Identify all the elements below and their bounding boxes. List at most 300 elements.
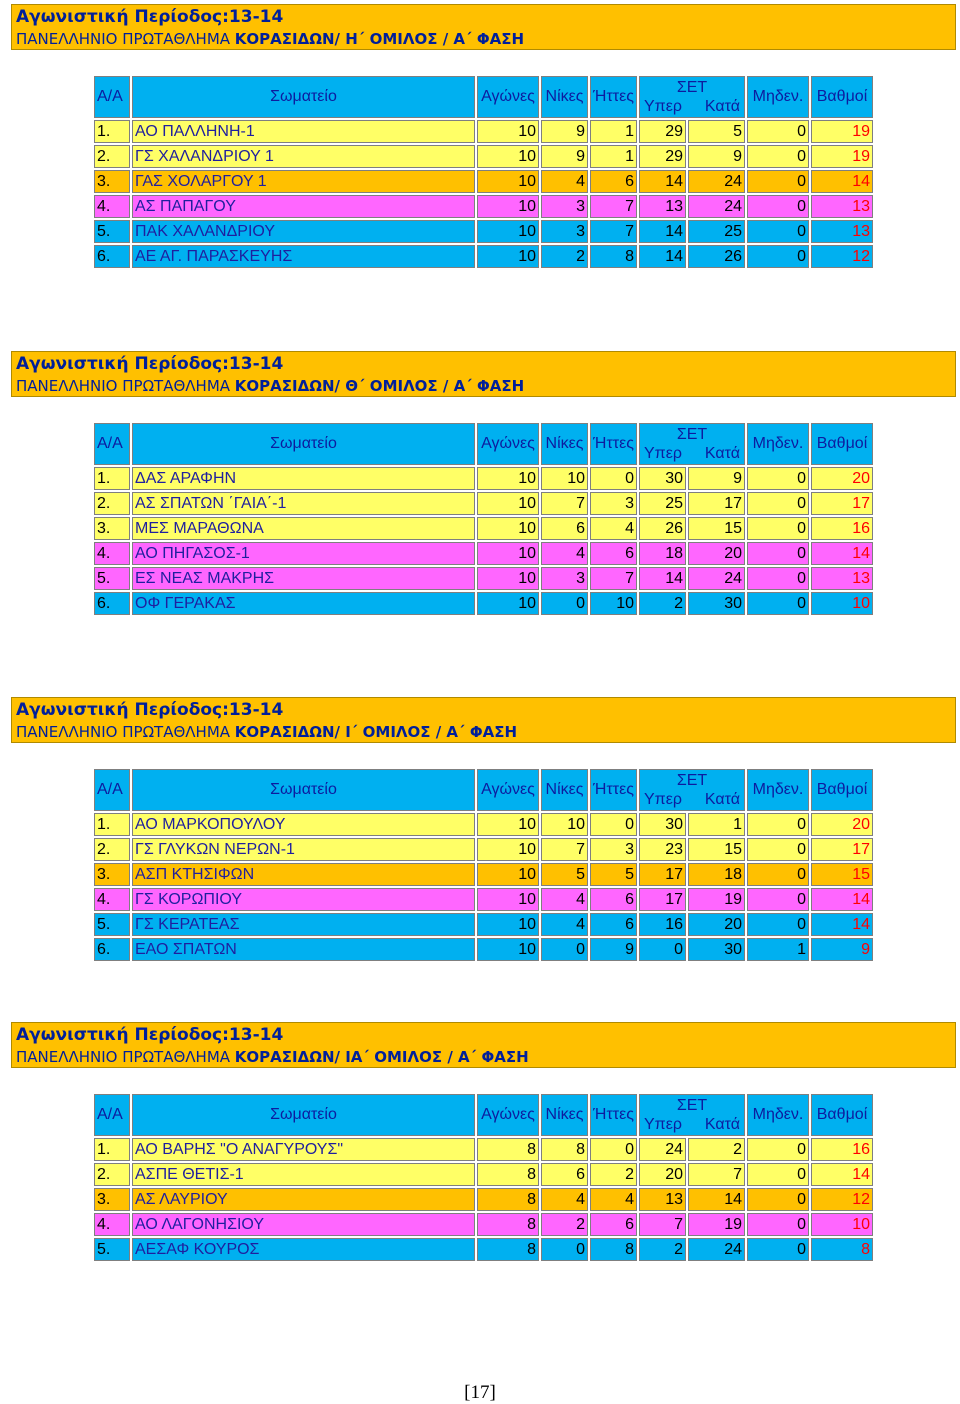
cell-pos: 3. — [94, 1188, 130, 1211]
cell-team: ΑΣ ΠΑΠΑΓΟΥ — [132, 195, 475, 218]
cell-zero: 0 — [747, 517, 809, 540]
cell-pts: 17 — [811, 838, 873, 861]
cell-played: 10 — [477, 863, 539, 886]
cell-losses: 6 — [590, 170, 637, 193]
table-header-row — [94, 76, 873, 118]
cell-sa: 17 — [688, 492, 745, 515]
cell-sf: 17 — [639, 888, 686, 911]
header-sets-for: Υπερ — [644, 1116, 682, 1133]
table-header-row — [94, 1094, 873, 1136]
cell-losses: 7 — [590, 220, 637, 243]
cell-wins: 9 — [541, 145, 588, 168]
header-sets-against: Κατά — [704, 98, 740, 115]
cell-sf: 14 — [639, 170, 686, 193]
header-sets — [639, 769, 745, 811]
cell-wins: 0 — [541, 938, 588, 961]
cell-pts: 8 — [811, 1238, 873, 1261]
cell-wins: 4 — [541, 913, 588, 936]
header-wins: Νίκες — [541, 76, 588, 118]
cell-sa: 30 — [688, 938, 745, 961]
cell-played: 10 — [477, 938, 539, 961]
cell-played: 8 — [477, 1213, 539, 1236]
cell-team: ΕΣ ΝΕΑΣ ΜΑΚΡΗΣ — [132, 567, 475, 590]
table-row — [94, 592, 873, 615]
cell-sa: 30 — [688, 592, 745, 615]
cell-pos: 5. — [94, 567, 130, 590]
table-row — [94, 1138, 873, 1161]
cell-pos: 5. — [94, 220, 130, 243]
table-row — [94, 567, 873, 590]
league-prefix: ΠΑΝΕΛΛΗΝΙΟ ΠΡΩΤΑΘΛΗΜΑ — [16, 723, 235, 741]
cell-losses: 0 — [590, 813, 637, 836]
cell-wins: 9 — [541, 120, 588, 143]
cell-played: 10 — [477, 245, 539, 268]
cell-sa: 2 — [688, 1138, 745, 1161]
cell-losses: 7 — [590, 195, 637, 218]
cell-sf: 30 — [639, 813, 686, 836]
header-losses: Ήττες — [590, 769, 637, 811]
cell-sa: 24 — [688, 567, 745, 590]
cell-played: 10 — [477, 913, 539, 936]
cell-pos: 2. — [94, 1163, 130, 1186]
cell-sa: 24 — [688, 170, 745, 193]
table-row — [94, 120, 873, 143]
cell-wins: 4 — [541, 542, 588, 565]
cell-team: ΓΣ ΓΛΥΚΩΝ ΝΕΡΩΝ-1 — [132, 838, 475, 861]
cell-zero: 0 — [747, 1213, 809, 1236]
season-title: Αγωνιστική Περίοδος:13-14 — [16, 700, 284, 720]
cell-wins: 3 — [541, 567, 588, 590]
standings-table — [92, 1092, 875, 1263]
cell-sa: 7 — [688, 1163, 745, 1186]
header-sets-against: Κατά — [704, 791, 740, 808]
cell-losses: 7 — [590, 567, 637, 590]
cell-zero: 0 — [747, 195, 809, 218]
header-sets-for: Υπερ — [644, 98, 682, 115]
cell-pos: 2. — [94, 838, 130, 861]
cell-pts: 13 — [811, 195, 873, 218]
cell-zero: 0 — [747, 220, 809, 243]
table-row — [94, 542, 873, 565]
cell-played: 10 — [477, 542, 539, 565]
cell-sf: 7 — [639, 1213, 686, 1236]
cell-wins: 4 — [541, 1188, 588, 1211]
table-row — [94, 245, 873, 268]
cell-played: 10 — [477, 120, 539, 143]
cell-sf: 13 — [639, 195, 686, 218]
cell-pts: 16 — [811, 517, 873, 540]
header-sets-label: ΣΕΤ — [676, 79, 708, 96]
header-sets-for: Υπερ — [644, 791, 682, 808]
cell-played: 10 — [477, 517, 539, 540]
header-pos: Α/Α — [94, 423, 130, 465]
header-sets-label: ΣΕΤ — [676, 426, 708, 443]
cell-team: ΑΣ ΛΑΥΡΙΟΥ — [132, 1188, 475, 1211]
cell-team: ΑΟ ΜΑΡΚΟΠΟΥΛΟΥ — [132, 813, 475, 836]
cell-sa: 15 — [688, 838, 745, 861]
cell-zero: 0 — [747, 567, 809, 590]
cell-sf: 26 — [639, 517, 686, 540]
cell-losses: 6 — [590, 888, 637, 911]
cell-wins: 6 — [541, 1163, 588, 1186]
cell-pts: 20 — [811, 813, 873, 836]
cell-zero: 0 — [747, 1163, 809, 1186]
cell-wins: 0 — [541, 1238, 588, 1261]
cell-pos: 4. — [94, 1213, 130, 1236]
cell-wins: 3 — [541, 195, 588, 218]
cell-pos: 3. — [94, 517, 130, 540]
league-prefix: ΠΑΝΕΛΛΗΝΙΟ ΠΡΩΤΑΘΛΗΜΑ — [16, 377, 235, 395]
cell-wins: 6 — [541, 517, 588, 540]
header-wins: Νίκες — [541, 769, 588, 811]
cell-pts: 13 — [811, 567, 873, 590]
cell-sf: 14 — [639, 567, 686, 590]
cell-sf: 18 — [639, 542, 686, 565]
cell-pts: 20 — [811, 467, 873, 490]
cell-zero: 0 — [747, 542, 809, 565]
cell-losses: 0 — [590, 1138, 637, 1161]
header-sets-label: ΣΕΤ — [676, 1097, 708, 1114]
header-zero: Μηδεν. — [747, 76, 809, 118]
header-losses: Ήττες — [590, 76, 637, 118]
cell-team: ΑΕΣΑΦ ΚΟΥΡΟΣ — [132, 1238, 475, 1261]
table-row — [94, 1163, 873, 1186]
cell-pos: 1. — [94, 120, 130, 143]
cell-sf: 14 — [639, 245, 686, 268]
header-pos: Α/Α — [94, 1094, 130, 1136]
cell-losses: 1 — [590, 145, 637, 168]
header-points: Βαθμοί — [811, 76, 873, 118]
cell-team: ΓΣ ΚΕΡΑΤΕΑΣ — [132, 913, 475, 936]
header-zero: Μηδεν. — [747, 1094, 809, 1136]
cell-wins: 5 — [541, 863, 588, 886]
cell-pos: 3. — [94, 170, 130, 193]
cell-pts: 9 — [811, 938, 873, 961]
header-points: Βαθμοί — [811, 423, 873, 465]
cell-wins: 10 — [541, 813, 588, 836]
group-banner — [11, 351, 956, 397]
cell-team: ΑΟ ΛΑΓΟΝΗΣΙΟΥ — [132, 1213, 475, 1236]
cell-sa: 24 — [688, 195, 745, 218]
header-played: Αγώνες — [477, 1094, 539, 1136]
cell-played: 8 — [477, 1138, 539, 1161]
cell-pos: 6. — [94, 592, 130, 615]
cell-pos: 2. — [94, 145, 130, 168]
header-wins: Νίκες — [541, 1094, 588, 1136]
cell-zero: 0 — [747, 492, 809, 515]
cell-sa: 25 — [688, 220, 745, 243]
cell-sf: 20 — [639, 1163, 686, 1186]
cell-sf: 16 — [639, 913, 686, 936]
cell-pts: 12 — [811, 245, 873, 268]
cell-wins: 8 — [541, 1138, 588, 1161]
header-points: Βαθμοί — [811, 769, 873, 811]
cell-zero: 0 — [747, 245, 809, 268]
cell-played: 10 — [477, 592, 539, 615]
header-team: Σωματείο — [132, 1094, 475, 1136]
cell-losses: 6 — [590, 542, 637, 565]
standings-table — [92, 74, 875, 270]
table-row — [94, 1188, 873, 1211]
cell-sa: 15 — [688, 517, 745, 540]
table-row — [94, 170, 873, 193]
header-sets — [639, 76, 745, 118]
league-title — [16, 377, 524, 395]
league-title — [16, 723, 517, 741]
league-title — [16, 30, 524, 48]
cell-team: ΟΦ ΓΕΡΑΚΑΣ — [132, 592, 475, 615]
table-row — [94, 517, 873, 540]
cell-pts: 10 — [811, 1213, 873, 1236]
cell-pts: 14 — [811, 1163, 873, 1186]
cell-sa: 24 — [688, 1238, 745, 1261]
cell-pos: 3. — [94, 863, 130, 886]
cell-sf: 2 — [639, 1238, 686, 1261]
cell-pts: 16 — [811, 1138, 873, 1161]
cell-team: ΑΣΠ ΚΤΗΣΙΦΩΝ — [132, 863, 475, 886]
cell-team: ΔΑΣ ΑΡΑΦΗΝ — [132, 467, 475, 490]
cell-sa: 19 — [688, 888, 745, 911]
cell-team: ΠΑΚ ΧΑΛΑΝΔΡΙΟΥ — [132, 220, 475, 243]
header-zero: Μηδεν. — [747, 423, 809, 465]
page-number: [17] — [464, 1382, 496, 1403]
league-prefix: ΠΑΝΕΛΛΗΝΙΟ ΠΡΩΤΑΘΛΗΜΑ — [16, 30, 235, 48]
group-banner — [11, 4, 956, 50]
cell-pos: 1. — [94, 1138, 130, 1161]
league-group: ΚΟΡΑΣΙΔΩΝ/ Ι΄ ΟΜΙΛΟΣ / Α΄ ΦΑΣΗ — [234, 723, 518, 741]
cell-losses: 1 — [590, 120, 637, 143]
cell-played: 10 — [477, 838, 539, 861]
cell-zero: 0 — [747, 838, 809, 861]
cell-losses: 8 — [590, 1238, 637, 1261]
cell-sf: 2 — [639, 592, 686, 615]
cell-zero: 0 — [747, 863, 809, 886]
table-row — [94, 913, 873, 936]
cell-zero: 0 — [747, 592, 809, 615]
cell-zero: 0 — [747, 1238, 809, 1261]
cell-sf: 29 — [639, 145, 686, 168]
header-losses: Ήττες — [590, 423, 637, 465]
header-sets-against: Κατά — [704, 445, 740, 462]
cell-pts: 13 — [811, 220, 873, 243]
cell-pts: 10 — [811, 592, 873, 615]
table-row — [94, 220, 873, 243]
cell-team: ΓΣ ΚΟΡΩΠΙΟΥ — [132, 888, 475, 911]
header-sets-label: ΣΕΤ — [676, 772, 708, 789]
cell-wins: 3 — [541, 220, 588, 243]
cell-team: ΓΣ ΧΑΛΑΝΔΡΙΟΥ 1 — [132, 145, 475, 168]
header-played: Αγώνες — [477, 423, 539, 465]
season-title: Αγωνιστική Περίοδος:13-14 — [16, 354, 284, 374]
cell-zero: 0 — [747, 145, 809, 168]
standings-table — [92, 767, 875, 963]
cell-losses: 6 — [590, 913, 637, 936]
table-row — [94, 813, 873, 836]
cell-pos: 6. — [94, 938, 130, 961]
cell-played: 10 — [477, 220, 539, 243]
table-row — [94, 145, 873, 168]
cell-pos: 5. — [94, 1238, 130, 1261]
league-group: ΚΟΡΑΣΙΔΩΝ/ ΙΑ΄ ΟΜΙΛΟΣ / Α΄ ΦΑΣΗ — [234, 1048, 529, 1066]
cell-played: 10 — [477, 170, 539, 193]
cell-losses: 4 — [590, 517, 637, 540]
cell-zero: 0 — [747, 913, 809, 936]
cell-pts: 14 — [811, 542, 873, 565]
cell-pts: 17 — [811, 492, 873, 515]
cell-played: 10 — [477, 567, 539, 590]
cell-sa: 5 — [688, 120, 745, 143]
cell-team: ΑΟ ΠΑΛΛΗΝΗ-1 — [132, 120, 475, 143]
cell-sf: 30 — [639, 467, 686, 490]
table-row — [94, 888, 873, 911]
cell-losses: 8 — [590, 245, 637, 268]
league-title — [16, 1048, 529, 1066]
cell-pos: 5. — [94, 913, 130, 936]
standings-table — [92, 421, 875, 617]
cell-losses: 2 — [590, 1163, 637, 1186]
cell-played: 10 — [477, 145, 539, 168]
table-row — [94, 938, 873, 961]
cell-losses: 4 — [590, 1188, 637, 1211]
cell-zero: 0 — [747, 120, 809, 143]
cell-sf: 29 — [639, 120, 686, 143]
league-prefix: ΠΑΝΕΛΛΗΝΙΟ ΠΡΩΤΑΘΛΗΜΑ — [16, 1048, 235, 1066]
cell-pts: 15 — [811, 863, 873, 886]
cell-losses: 0 — [590, 467, 637, 490]
cell-team: ΑΟ ΠΗΓΑΣΟΣ-1 — [132, 542, 475, 565]
header-wins: Νίκες — [541, 423, 588, 465]
cell-zero: 0 — [747, 467, 809, 490]
cell-wins: 4 — [541, 888, 588, 911]
cell-sf: 13 — [639, 1188, 686, 1211]
cell-pos: 4. — [94, 195, 130, 218]
table-row — [94, 492, 873, 515]
season-title: Αγωνιστική Περίοδος:13-14 — [16, 7, 284, 27]
cell-zero: 0 — [747, 170, 809, 193]
cell-played: 8 — [477, 1163, 539, 1186]
cell-sf: 0 — [639, 938, 686, 961]
cell-team: ΑΣ ΣΠΑΤΩΝ ΄ΓΑΙΑ΄-1 — [132, 492, 475, 515]
league-group: ΚΟΡΑΣΙΔΩΝ/ Θ΄ ΟΜΙΛΟΣ / Α΄ ΦΑΣΗ — [234, 377, 525, 395]
cell-sa: 14 — [688, 1188, 745, 1211]
cell-pos: 4. — [94, 888, 130, 911]
cell-wins: 0 — [541, 592, 588, 615]
header-played: Αγώνες — [477, 76, 539, 118]
table-row — [94, 467, 873, 490]
header-sets — [639, 423, 745, 465]
table-row — [94, 1213, 873, 1236]
cell-losses: 6 — [590, 1213, 637, 1236]
cell-wins: 2 — [541, 1213, 588, 1236]
group-banner — [11, 697, 956, 743]
table-row — [94, 863, 873, 886]
cell-losses: 5 — [590, 863, 637, 886]
league-group: ΚΟΡΑΣΙΔΩΝ/ Η΄ ΟΜΙΛΟΣ / Α΄ ΦΑΣΗ — [234, 30, 525, 48]
cell-zero: 0 — [747, 1138, 809, 1161]
season-title: Αγωνιστική Περίοδος:13-14 — [16, 1025, 284, 1045]
cell-team: ΑΣΠΕ ΘΕΤΙΣ-1 — [132, 1163, 475, 1186]
cell-sa: 1 — [688, 813, 745, 836]
header-team: Σωματείο — [132, 76, 475, 118]
cell-played: 10 — [477, 467, 539, 490]
cell-wins: 7 — [541, 838, 588, 861]
cell-team: ΓΑΣ ΧΟΛΑΡΓΟΥ 1 — [132, 170, 475, 193]
cell-zero: 0 — [747, 813, 809, 836]
cell-sa: 9 — [688, 145, 745, 168]
group-banner — [11, 1022, 956, 1068]
cell-sf: 17 — [639, 863, 686, 886]
cell-sa: 18 — [688, 863, 745, 886]
cell-pos: 1. — [94, 813, 130, 836]
cell-team: ΑΕ ΑΓ. ΠΑΡΑΣΚΕΥΗΣ — [132, 245, 475, 268]
cell-sf: 23 — [639, 838, 686, 861]
cell-played: 8 — [477, 1188, 539, 1211]
cell-wins: 10 — [541, 467, 588, 490]
cell-played: 10 — [477, 813, 539, 836]
cell-played: 10 — [477, 195, 539, 218]
cell-wins: 4 — [541, 170, 588, 193]
table-header-row — [94, 769, 873, 811]
cell-sf: 14 — [639, 220, 686, 243]
cell-losses: 3 — [590, 492, 637, 515]
cell-pts: 14 — [811, 888, 873, 911]
cell-wins: 2 — [541, 245, 588, 268]
cell-sa: 26 — [688, 245, 745, 268]
cell-losses: 9 — [590, 938, 637, 961]
cell-pos: 2. — [94, 492, 130, 515]
table-row — [94, 195, 873, 218]
header-sets — [639, 1094, 745, 1136]
cell-team: ΕΑΟ ΣΠΑΤΩΝ — [132, 938, 475, 961]
cell-pts: 19 — [811, 145, 873, 168]
table-header-row — [94, 423, 873, 465]
cell-sa: 9 — [688, 467, 745, 490]
cell-zero: 1 — [747, 938, 809, 961]
cell-played: 8 — [477, 1238, 539, 1261]
header-played: Αγώνες — [477, 769, 539, 811]
header-sets-for: Υπερ — [644, 445, 682, 462]
cell-pos: 1. — [94, 467, 130, 490]
cell-sa: 20 — [688, 542, 745, 565]
cell-zero: 0 — [747, 888, 809, 911]
header-sets-against: Κατά — [704, 1116, 740, 1133]
cell-sa: 19 — [688, 1213, 745, 1236]
cell-zero: 0 — [747, 1188, 809, 1211]
header-points: Βαθμοί — [811, 1094, 873, 1136]
header-team: Σωματείο — [132, 769, 475, 811]
cell-wins: 7 — [541, 492, 588, 515]
header-pos: Α/Α — [94, 76, 130, 118]
header-zero: Μηδεν. — [747, 769, 809, 811]
cell-team: ΜΕΣ ΜΑΡΑΘΩΝΑ — [132, 517, 475, 540]
cell-played: 10 — [477, 492, 539, 515]
cell-pts: 14 — [811, 170, 873, 193]
cell-sa: 20 — [688, 913, 745, 936]
cell-pts: 14 — [811, 913, 873, 936]
cell-losses: 10 — [590, 592, 637, 615]
cell-sf: 24 — [639, 1138, 686, 1161]
cell-pos: 4. — [94, 542, 130, 565]
cell-pts: 19 — [811, 120, 873, 143]
header-team: Σωματείο — [132, 423, 475, 465]
cell-played: 10 — [477, 888, 539, 911]
header-pos: Α/Α — [94, 769, 130, 811]
header-losses: Ήττες — [590, 1094, 637, 1136]
cell-team: ΑΟ ΒΑΡΗΣ "Ο ΑΝΑΓΥΡΟΥΣ" — [132, 1138, 475, 1161]
cell-sf: 25 — [639, 492, 686, 515]
cell-pos: 6. — [94, 245, 130, 268]
table-row — [94, 838, 873, 861]
